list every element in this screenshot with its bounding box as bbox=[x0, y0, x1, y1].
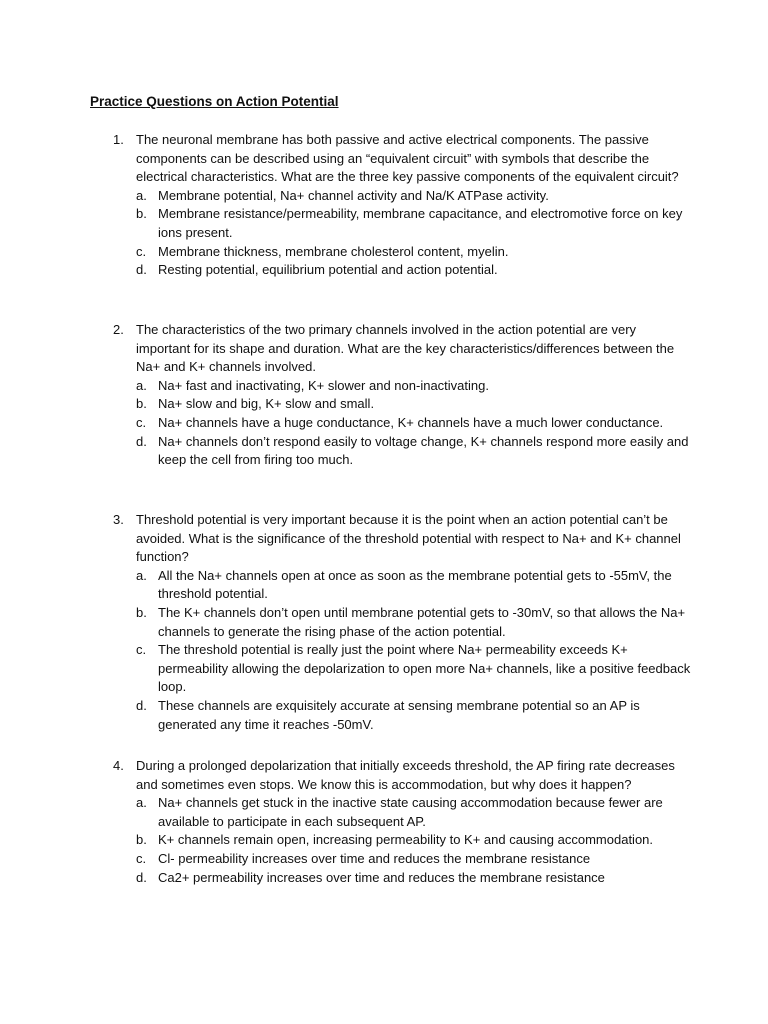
option-text: Na+ channels don’t respond easily to voltage change, K+ channels respond more easily and keep the cell from firing too much. bbox=[158, 433, 689, 468]
answer-option bbox=[113, 567, 693, 604]
option-letter: a. bbox=[136, 567, 147, 583]
option-letter: b. bbox=[136, 396, 147, 412]
answer-option bbox=[113, 205, 693, 242]
option-letter: a. bbox=[136, 795, 147, 811]
question-text: The characteristics of the two primary channels involved in the action potential are very important for its shape and duration. What are the key characteristics/differences between the Na+ and K+ channels involved. bbox=[136, 322, 675, 375]
option-text: Na+ fast and inactivating, K+ slower and non-inactivating. bbox=[158, 377, 489, 393]
answer-option bbox=[113, 697, 693, 734]
answer-option bbox=[113, 377, 693, 396]
option-text: Cl- permeability increases over time and reduces the membrane resistance bbox=[158, 850, 591, 866]
option-letter: b. bbox=[136, 604, 147, 620]
option-letter: d. bbox=[136, 869, 147, 885]
question-number: 2. bbox=[113, 322, 124, 337]
question-1 bbox=[113, 131, 693, 280]
option-text: Resting potential, equilibrium potential and action potential. bbox=[158, 262, 498, 278]
answer-option bbox=[113, 604, 693, 641]
option-text: Membrane potential, Na+ channel activity and Na/K ATPase activity. bbox=[158, 187, 549, 203]
option-text: Na+ channels have a huge conductance, K+ channels have a much lower conductance. bbox=[158, 414, 664, 430]
answer-option bbox=[113, 187, 693, 206]
option-text: Na+ channels get stuck in the inactive state causing accommodation because fewer are available to participate in each subsequent AP. bbox=[158, 795, 663, 829]
answer-option bbox=[113, 850, 693, 869]
option-letter: a. bbox=[136, 377, 147, 393]
answer-option bbox=[113, 433, 693, 470]
option-text: All the Na+ channels open at once as soon as the membrane potential gets to -55mV, the threshold potential. bbox=[158, 567, 672, 602]
option-letter: a. bbox=[136, 187, 147, 203]
question-number: 3. bbox=[113, 512, 124, 527]
option-letter: b. bbox=[136, 206, 147, 222]
answer-option bbox=[113, 794, 693, 831]
answer-option bbox=[113, 395, 693, 414]
option-text: The K+ channels don’t open until membrane potential gets to -30mV, so that allows the Na+ channels to generate the rising phase of the action potential. bbox=[158, 604, 686, 639]
page-title: Practice Questions on Action Potential bbox=[90, 94, 339, 109]
option-letter: d. bbox=[136, 433, 147, 449]
option-letter: c. bbox=[136, 243, 147, 259]
option-letter: d. bbox=[136, 697, 147, 713]
answer-option bbox=[113, 869, 693, 888]
question-4 bbox=[113, 757, 693, 887]
answer-option bbox=[113, 831, 693, 850]
option-letter: c. bbox=[136, 414, 147, 430]
option-text: Na+ slow and big, K+ slow and small. bbox=[158, 396, 375, 412]
question-2 bbox=[113, 321, 693, 470]
option-letter: d. bbox=[136, 262, 147, 278]
answer-option bbox=[113, 243, 693, 262]
option-text: The threshold potential is really just the point where Na+ permeability exceeds K+ permeability allowing the depolarization to open more Na+ channels, like a positive feedback loop. bbox=[158, 642, 691, 695]
option-text: Membrane resistance/permeability, membrane capacitance, and electromotive force on key ions present. bbox=[158, 206, 683, 240]
question-number: 1. bbox=[113, 132, 124, 147]
question-number: 4. bbox=[113, 758, 124, 773]
option-letter: c. bbox=[136, 850, 147, 866]
answer-option bbox=[113, 261, 693, 280]
question-text: During a prolonged depolarization that initially exceeds threshold, the AP firing rate decreases and sometimes even stops. We know this is accommodation, but why does it happen? bbox=[136, 758, 675, 792]
option-text: Membrane thickness, membrane cholesterol content, myelin. bbox=[158, 243, 509, 259]
option-letter: c. bbox=[136, 642, 147, 658]
option-letter: b. bbox=[136, 832, 147, 848]
answer-option bbox=[113, 414, 693, 433]
question-3 bbox=[113, 511, 693, 734]
answer-option bbox=[113, 641, 693, 697]
question-text: Threshold potential is very important because it is the point when an action potential can’t be avoided. What is the significance of the threshold potential with respect to Na+ and K+ channel function? bbox=[136, 512, 681, 565]
question-text: The neuronal membrane has both passive and active electrical components. The passive components can be described using an “equivalent circuit” with symbols that describe the electrical characteristics. What are the three key passive components of the equivalent circuit? bbox=[136, 132, 679, 185]
option-text: These channels are exquisitely accurate at sensing membrane potential so an AP is generated any time it reaches -50mV. bbox=[158, 697, 640, 732]
option-text: K+ channels remain open, increasing permeability to K+ and causing accommodation. bbox=[158, 832, 654, 848]
option-text: Ca2+ permeability increases over time and reduces the membrane resistance bbox=[158, 869, 605, 885]
